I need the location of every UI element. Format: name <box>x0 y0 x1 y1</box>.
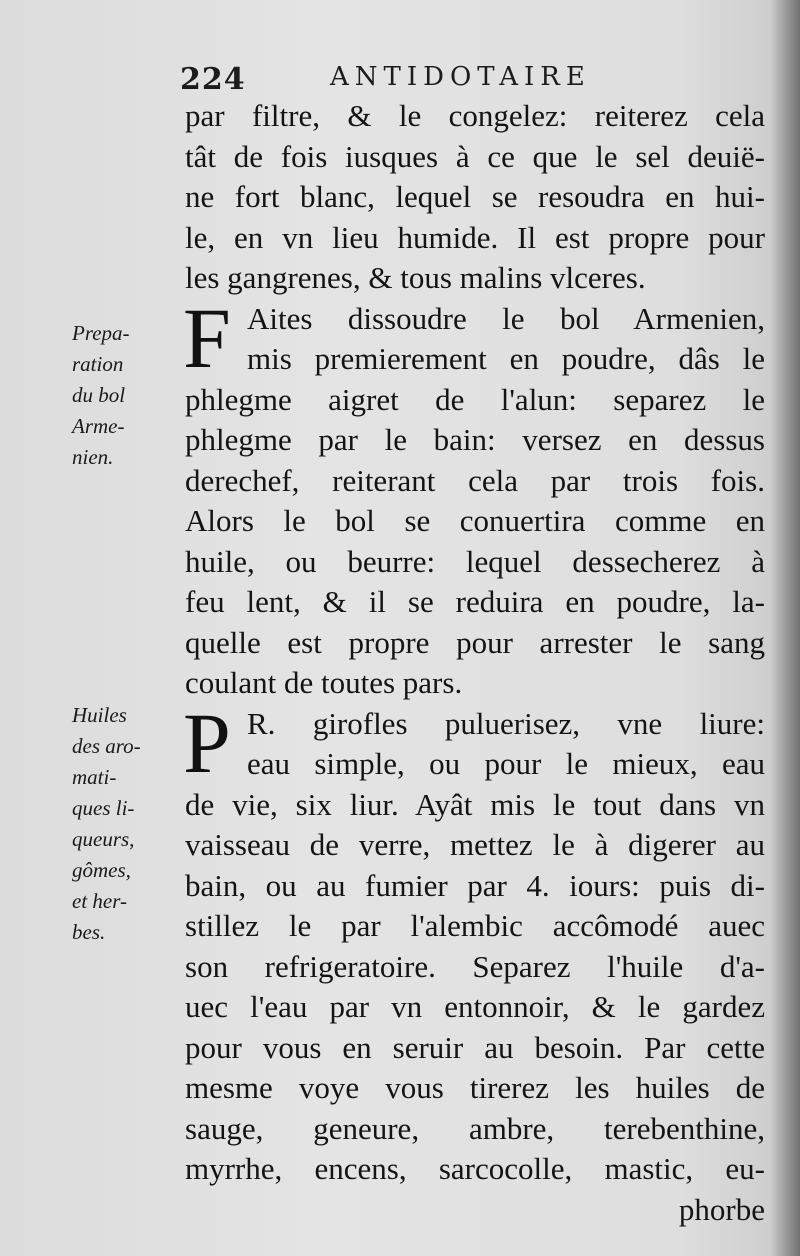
text-line: Aites dissoudre le bol Armenien, <box>247 300 765 336</box>
drop-cap-p: P <box>183 695 231 791</box>
text-line: stillez le par l'alembic accômodé auec <box>185 908 765 943</box>
margin-note-line: et her- <box>72 889 127 913</box>
text-line: les gangrenes, & tous malins vlceres. <box>185 260 646 295</box>
margin-note-huiles <box>72 700 182 948</box>
text-line: phlegme par le bain: versez en dessus <box>185 422 765 457</box>
text-line: quelle est propre pour arrester le sang <box>185 624 765 660</box>
margin-note-line: Arme- <box>72 414 125 438</box>
margin-note-line: mati- <box>72 765 117 789</box>
paragraph-3 <box>183 695 765 1190</box>
text-line: ne fort blanc, lequel se resoudra en hui- <box>185 179 765 214</box>
margin-note-line: ques li- <box>72 796 135 820</box>
margin-note-line: des aro- <box>72 734 141 758</box>
text-line: coulant de toutes pars. <box>185 665 463 700</box>
running-title: ANTIDOTAIRE <box>330 62 591 92</box>
drop-cap-f: F <box>183 290 231 386</box>
margin-note-line: bes. <box>72 920 106 944</box>
text-line: mis premierement en poudre, dâs le <box>247 341 765 376</box>
text-line: bain, ou au fumier par 4. iours: puis di- <box>185 867 765 903</box>
margin-note-line: Huiles <box>72 703 127 727</box>
text-line: feu lent, & il se reduira en poudre, la- <box>185 584 765 619</box>
text-line: tât de fois iusques à ce que le sel deuië- <box>185 138 765 174</box>
text-line: mesme voye vous tirerez les huiles de <box>185 1070 765 1105</box>
text-line: sauge, geneure, ambre, terebenthine, <box>185 1110 765 1146</box>
text-line: son refrigeratoire. Separez l'huile d'a- <box>185 948 765 984</box>
text-line: phlegme aigret de l'alun: separez le <box>185 381 765 417</box>
text-line: Alors le bol se conuertira comme en <box>185 503 765 538</box>
catchword: phorbe <box>678 1191 765 1227</box>
page-header <box>180 62 760 98</box>
main-text <box>185 96 765 1230</box>
text-line: eau simple, ou pour le mieux, eau <box>247 746 765 781</box>
text-line: le, en vn lieu humide. Il est propre pour <box>185 219 765 255</box>
text-line: R. girofles puluerisez, vne liure: <box>247 705 765 741</box>
text-line: vaisseau de verre, mettez le à digerer au <box>185 827 765 862</box>
page-edge-shadow <box>770 0 800 1256</box>
margin-note-line: Prepa- <box>72 321 130 345</box>
text-line: pour vous en seruir au besoin. Par cette <box>185 1029 765 1065</box>
text-line: par filtre, & le congelez: reiterez cela <box>185 98 765 133</box>
margin-note-line: du bol <box>72 383 126 407</box>
text-line: uec l'eau par vn entonnoir, & le gardez <box>185 989 765 1024</box>
text-line: derechef, reiterant cela par trois fois. <box>185 462 765 498</box>
paragraph-1 <box>185 96 765 299</box>
page-number: 224 <box>180 62 246 97</box>
margin-note-line: queurs, <box>72 827 135 851</box>
text-line: de vie, six liur. Ayât mis le tout dans vn <box>185 786 765 822</box>
margin-note-preparation <box>72 318 182 473</box>
text-line: myrrhe, encens, sarcocolle, mastic, eu- <box>185 1151 765 1186</box>
margin-note-line: gômes, <box>72 858 131 882</box>
margin-note-line: ration <box>72 352 124 376</box>
text-line: huile, ou beurre: lequel dessecherez à <box>185 543 765 579</box>
margin-note-line: nien. <box>72 445 114 469</box>
paragraph-2 <box>183 290 765 704</box>
